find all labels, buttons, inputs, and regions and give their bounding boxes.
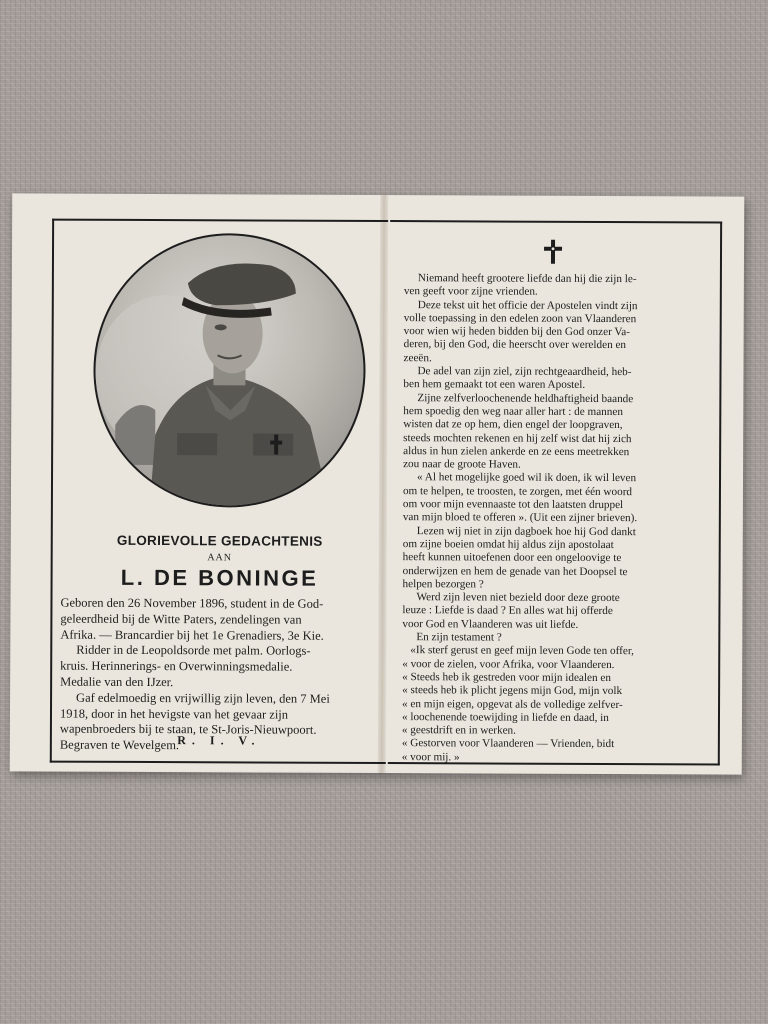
text-line: leuze : Liefde is daad ? En alles wat hij offerde (402, 604, 613, 618)
text-line: Deze tekst uit het officie der Apostelen vindt zijn (417, 298, 638, 312)
text-line: volle toepassing in den edelen zoon van Vlaanderen (403, 312, 637, 326)
text-line: zeeën. (403, 351, 432, 365)
text-line: « Steeds heb ik gestreden voor mijn idealen en (402, 671, 611, 684)
text-line: « loochenende toewijding in liefde en daad, in (401, 710, 609, 724)
left-panel (50, 219, 388, 764)
text-line: De adel van zijn ziel, zijn rechtgeaardheid, heb- (417, 365, 632, 379)
bio-line: Afrika. — Brancardier bij het 1e Grenadiers, 3e Kie. (60, 627, 324, 643)
text-line: « Gestorven voor Vlaanderen — Vrienden, bidt (401, 737, 615, 751)
text-line: ben hem gemaakt tot een waren Apostel. (403, 378, 586, 392)
text-line: aldus in hun zielen ankerde en ze eens meetrekken (403, 444, 630, 458)
bio-line: Gaf edelmoedig en vrijwillig zijn leven, den 7 Mei (76, 690, 330, 706)
text-line: heeft kunnen uitoefenen door een ongeloovige te (402, 551, 622, 565)
text-line: deren, bij den God, die heerscht over werelden en (403, 338, 627, 352)
text-line: ven geeft voor zijne vrienden. (403, 285, 538, 298)
bio-line: Geboren den 26 November 1896, student in de God- (60, 595, 324, 611)
biography (60, 596, 381, 755)
text-line: « geestdrift en in werken. (401, 724, 516, 737)
bio-line: geleerdheid bij de Witte Paters, zendelingen van (60, 611, 302, 627)
soldier-portrait-drawing (95, 235, 364, 506)
text-line: Werd zijn leven niet bezield door deze groote (416, 591, 620, 605)
text-line: om te helpen, te troosten, te zorgen, met één woord (402, 484, 633, 498)
text-line: wisten dat ze op hem, dien engel der loopgraven, (403, 418, 623, 432)
bio-line: Begraven te Wevelgem. (59, 737, 180, 753)
text-line: « voor de zielen, voor Afrika, voor Vlaanderen. (402, 657, 615, 671)
text-line: « en mijn eigen, opgevat als de volledige zelfver- (402, 697, 623, 711)
text-line: om voor mijn evennaaste tot den laatsten druppel (402, 498, 624, 512)
text-line: En zijn testament ? (416, 631, 502, 644)
bio-line: 1918, door in het hevigste van het gevaar zijn (59, 706, 289, 722)
memorial-card (10, 193, 745, 774)
text-line: « steeds heb ik plicht jegens mijn God, mijn volk (402, 684, 623, 698)
bio-line: Ridder in de Leopoldsorde met palm. Oorlogs- (76, 643, 311, 659)
text-line: hem spoedig den weg naar aller hart : de mannen (403, 405, 623, 419)
text-line: Zijne zelfverloochenende heldhaftigheid baande (417, 391, 634, 405)
text-line: Niemand heeft grootere liefde dan hij die zijn le- (417, 272, 637, 286)
cross-icon (542, 239, 564, 265)
text-line: onderwijzen en hem de genade van het Doopsel te (402, 564, 628, 578)
bio-line: kruis. Herinnerings- en Overwinningsmedalie. (60, 658, 293, 674)
text-line: van mijn bloed te offeren ». (Uit een zijner brieven). (402, 511, 638, 525)
text-line: « Al het mogelijke goed wil ik doen, ik wil leven (417, 471, 637, 485)
text-line: Lezen wij niet in zijn dagboek hoe hij God dankt (416, 524, 636, 538)
bio-line: wapenbroeders bij te staan, te St-Joris-Nieuwpoort. (59, 721, 317, 738)
rip-text: R. I. V. (177, 733, 261, 748)
memorial-aan: AAN (207, 552, 233, 564)
right-panel (388, 220, 722, 765)
memorial-title: GLORIEVOLLE GEDACHTENIS (116, 532, 323, 549)
memorial-text (402, 272, 714, 765)
text-line: helpen bezorgen ? (402, 577, 484, 591)
soldier-portrait (93, 233, 366, 508)
text-line: steeds mochten rekenen en hij zelf wist dat hij zich (403, 431, 632, 445)
text-line: « voor mij. » (401, 750, 460, 764)
deceased-name: L. DE BONINGE (120, 564, 319, 591)
text-line: om zijne boeien omdat hij aldus zijn apostolaat (402, 538, 614, 551)
bio-line: Medalie van den IJzer. (60, 674, 174, 690)
text-line: voor God en Vlaanderen was uit liefde. (402, 617, 579, 631)
text-line: voor wien wij heden bidden bij den God onzer Va- (403, 325, 630, 339)
text-line: zou naar de groote Haven. (403, 458, 521, 471)
text-line: «Ik sterf gerust en geef mijn leven Gode ten offer, (410, 644, 634, 658)
